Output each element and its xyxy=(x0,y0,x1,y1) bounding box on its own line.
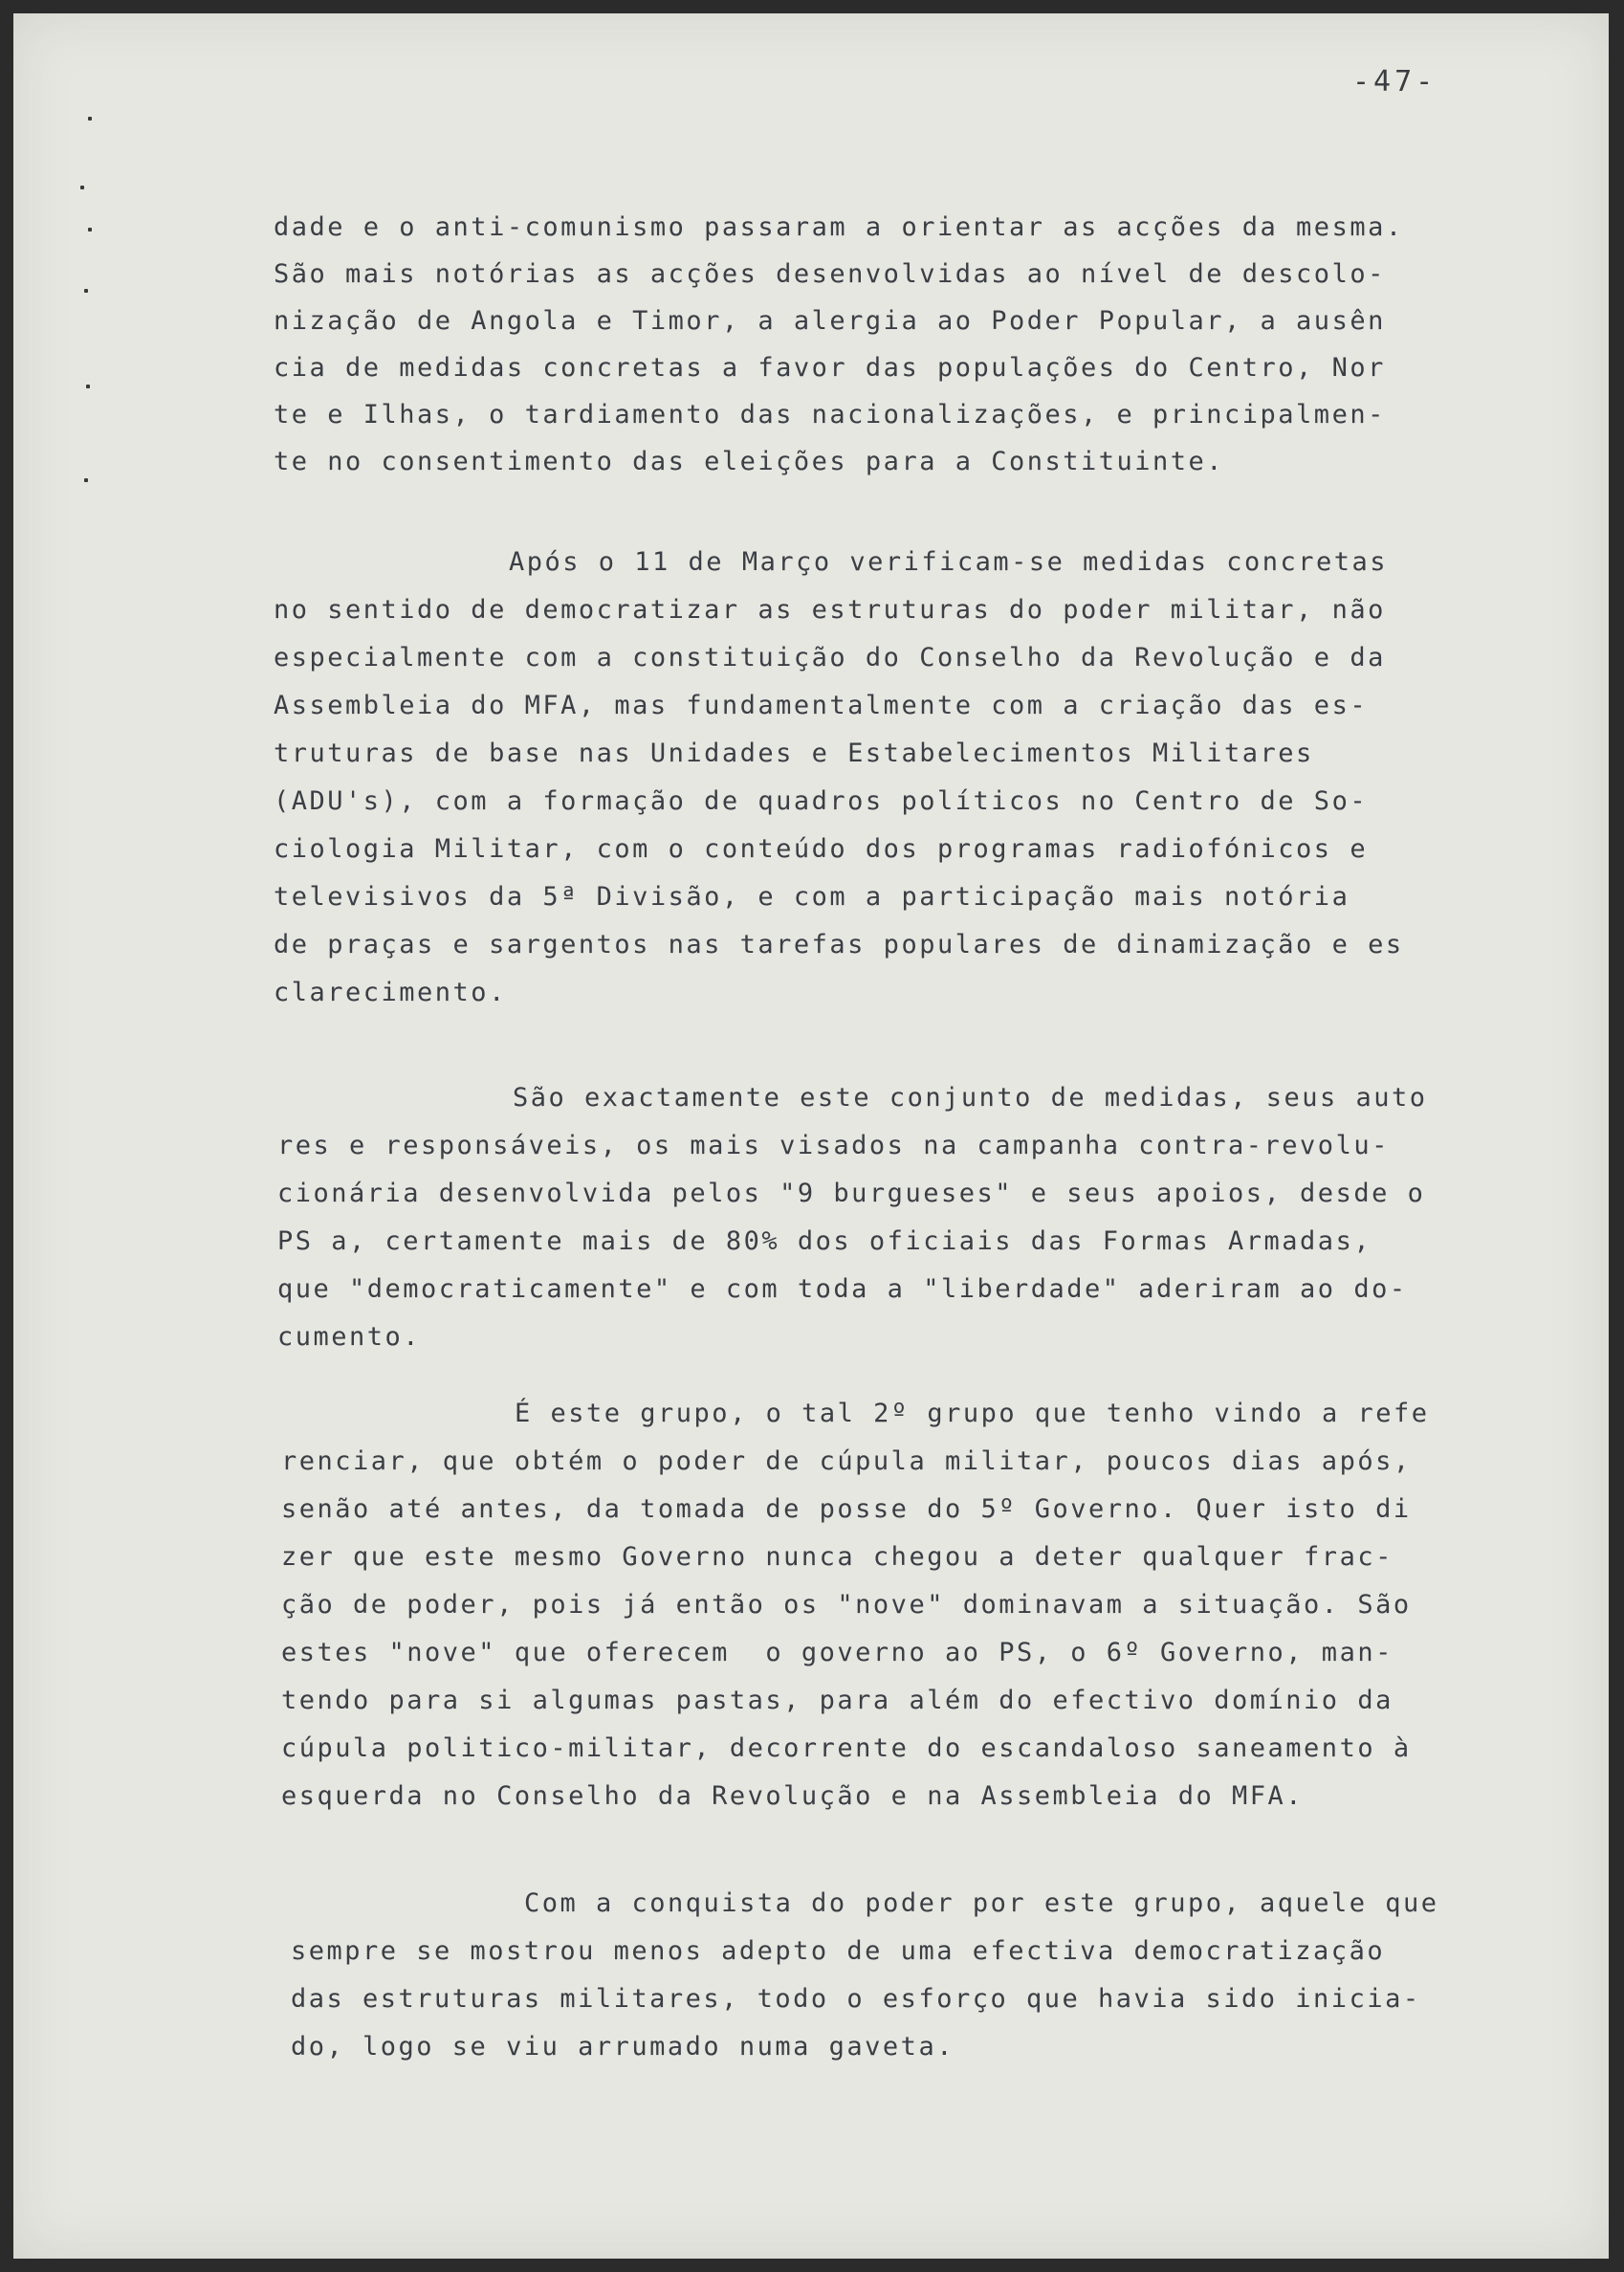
text-line: te e Ilhas, o tardiamento das nacionalizações, e principalmen- xyxy=(274,400,1386,430)
text-line: zer que este mesmo Governo nunca chegou a deter qualquer frac- xyxy=(281,1542,1394,1572)
text-line: especialmente com a constituição do Conselho da Revolução e da xyxy=(274,643,1386,673)
text-line: São mais notórias as acções desenvolvidas ao nível de descolo- xyxy=(274,259,1386,289)
text-line: É este grupo, o tal 2º grupo que tenho vindo a refe xyxy=(515,1399,1430,1428)
text-line: senão até antes, da tomada de posse do 5º Governo. Quer isto di xyxy=(281,1494,1412,1524)
text-line: cionária desenvolvida pelos "9 burgueses" e seus apoios, desde o xyxy=(277,1179,1426,1208)
text-line: cia de medidas concretas a favor das populações do Centro, Nor xyxy=(274,353,1386,383)
text-line: Após o 11 de Março verificam-se medidas concretas xyxy=(509,547,1389,577)
page-number: -47- xyxy=(1352,65,1437,99)
text-line: te no consentimento das eleições para a Constituinte. xyxy=(274,447,1225,476)
text-line: Com a conquista do poder por este grupo, aquele que xyxy=(524,1888,1439,1918)
text-line: dade e o anti-comunismo passaram a orientar as acções da mesma. xyxy=(274,212,1404,242)
text-line: que "democraticamente" e com toda a "liberdade" aderiram ao do- xyxy=(277,1274,1408,1304)
text-line: das estruturas militares, todo o esforço que havia sido inicia- xyxy=(291,1984,1421,2014)
text-line: Assembleia do MFA, mas fundamentalmente com a criação das es- xyxy=(274,691,1369,720)
text-line: nização de Angola e Timor, a alergia ao Poder Popular, a ausên xyxy=(274,306,1386,336)
text-line: do, logo se viu arrumado numa gaveta. xyxy=(291,2032,955,2062)
text-line: clarecimento. xyxy=(274,978,507,1007)
text-line: ciologia Militar, com o conteúdo dos programas radiofónicos e xyxy=(274,834,1369,864)
text-line: (ADU's), com a formação de quadros políticos no Centro de So- xyxy=(274,786,1369,816)
text-line: ção de poder, pois já então os "nove" dominavam a situação. São xyxy=(281,1590,1412,1620)
text-line: renciar, que obtém o poder de cúpula militar, poucos dias após, xyxy=(281,1446,1412,1476)
text-line: PS a, certamente mais de 80% dos oficiais das Formas Armadas, xyxy=(277,1226,1372,1256)
text-line: estes "nove" que oferecem o governo ao PS, o 6º Governo, man- xyxy=(281,1638,1394,1667)
text-line: esquerda no Conselho da Revolução e na Assembleia do MFA. xyxy=(281,1781,1305,1811)
text-line: truturas de base nas Unidades e Estabelecimentos Militares xyxy=(274,739,1314,768)
document-page xyxy=(13,13,1609,2259)
text-line: tendo para si algumas pastas, para além do efectivo domínio da xyxy=(281,1686,1394,1715)
text-line: São exactamente este conjunto de medidas, seus auto xyxy=(513,1083,1428,1113)
text-line: cumento. xyxy=(277,1322,422,1352)
text-line: cúpula politico-militar, decorrente do escandaloso saneamento à xyxy=(281,1733,1412,1763)
document-body xyxy=(13,13,1609,2259)
text-line: no sentido de democratizar as estruturas do poder militar, não xyxy=(274,595,1386,625)
text-line: sempre se mostrou menos adepto de uma efectiva democratização xyxy=(291,1936,1386,1966)
text-line: televisivos da 5ª Divisão, e com a participação mais notória xyxy=(274,882,1350,912)
text-line: de praças e sargentos nas tarefas populares de dinamização e es xyxy=(274,930,1404,960)
text-line: res e responsáveis, os mais visados na campanha contra-revolu- xyxy=(277,1131,1390,1160)
